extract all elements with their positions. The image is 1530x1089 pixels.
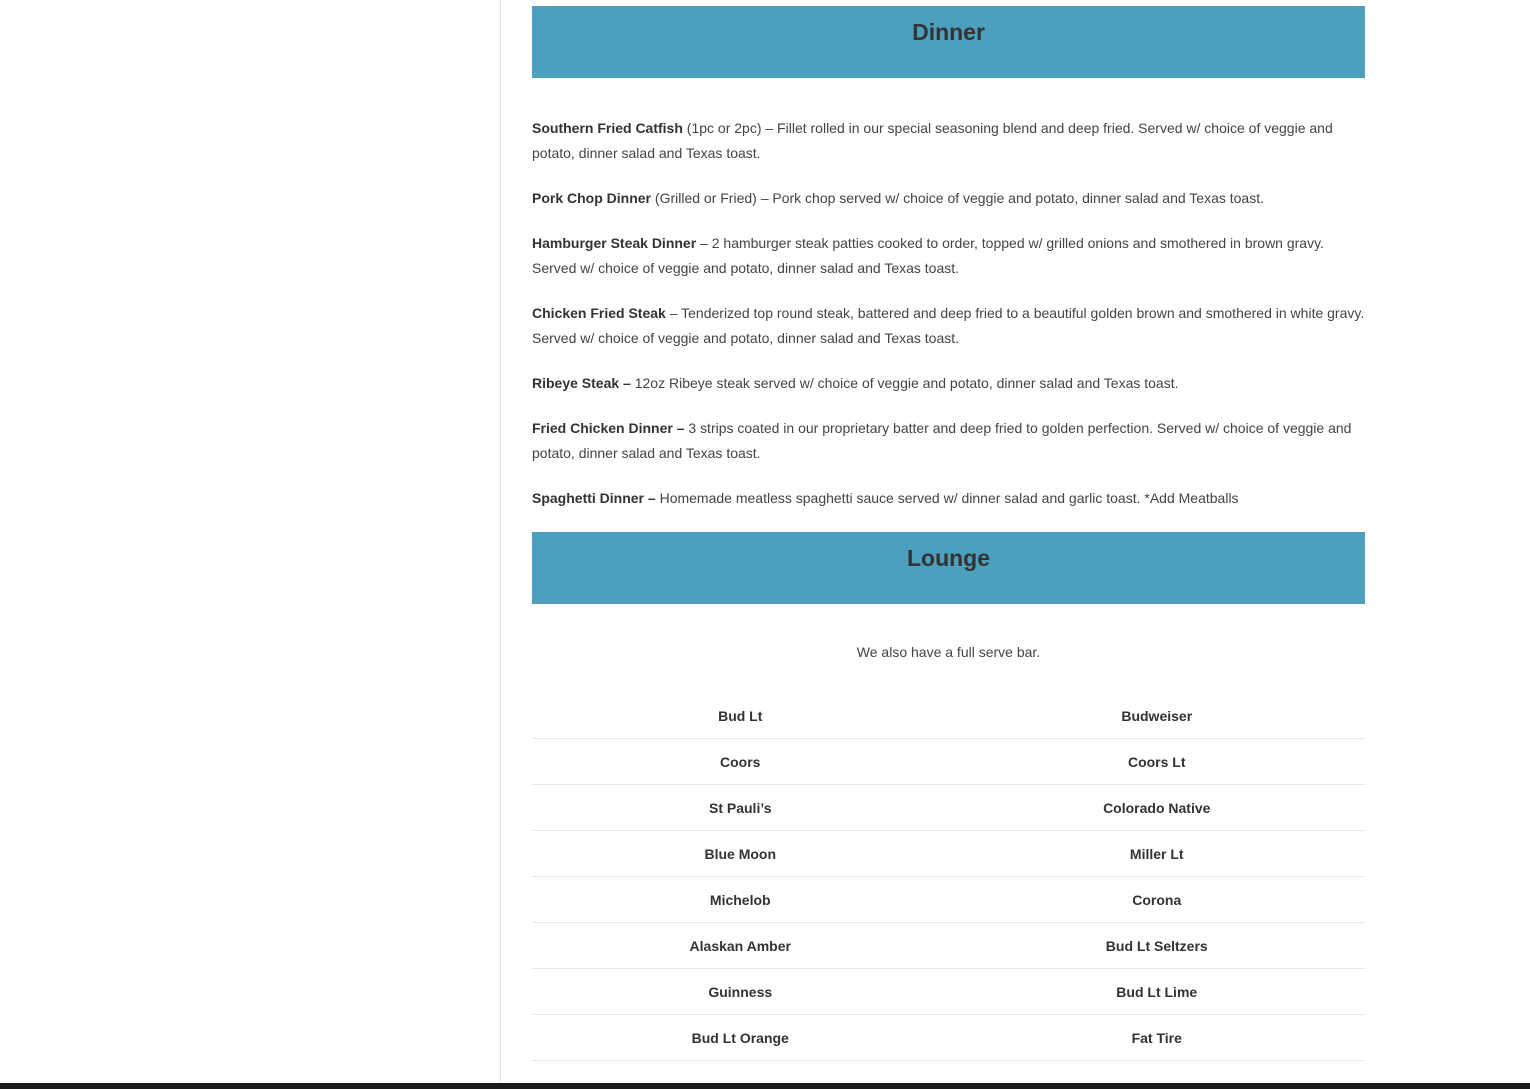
beer-cell: Bud Lt Orange bbox=[532, 1015, 949, 1061]
beer-cell: Coors Lt bbox=[949, 739, 1366, 785]
table-row bbox=[532, 923, 1365, 969]
menu-item bbox=[532, 116, 1365, 166]
footer-bar bbox=[0, 1083, 1530, 1089]
table-row bbox=[532, 739, 1365, 785]
table-row bbox=[532, 785, 1365, 831]
beer-cell: Budweiser bbox=[949, 693, 1366, 739]
menu-item-name: Southern Fried Catfish bbox=[532, 120, 683, 136]
beer-cell: Corona bbox=[949, 877, 1366, 923]
beer-cell: Colorado Native bbox=[949, 785, 1366, 831]
menu-item-desc: 12oz Ribeye steak served w/ choice of veggie and potato, dinner salad and Texas toast. bbox=[630, 375, 1179, 391]
beer-cell: Blue Moon bbox=[532, 831, 949, 877]
dinner-section-header bbox=[532, 6, 1365, 78]
beer-cell: Coors bbox=[532, 739, 949, 785]
menu-item-name: Chicken Fried Steak bbox=[532, 305, 666, 321]
menu-item bbox=[532, 371, 1365, 396]
menu-item-desc: 3 strips coated in our proprietary batter and deep fried to golden perfection. Served w/ choice of veggie and potato, dinner salad and Texas toast. bbox=[532, 420, 1352, 461]
lounge-section-header bbox=[532, 532, 1365, 604]
menu-item-name: Hamburger Steak Dinner bbox=[532, 235, 697, 251]
beer-cell: Bud Lt Seltzers bbox=[949, 923, 1366, 969]
table-row bbox=[532, 1015, 1365, 1061]
table-row bbox=[532, 877, 1365, 923]
menu-item-name: Spaghetti Dinner – bbox=[532, 490, 656, 506]
beer-cell: Miller Lt bbox=[949, 831, 1366, 877]
beer-cell: Bud Lt Lime bbox=[949, 969, 1366, 1015]
lounge-note: We also have a full serve bar. bbox=[856, 644, 1041, 660]
table-row bbox=[532, 693, 1365, 739]
menu-item-desc: (1pc or 2pc) – Fillet rolled in our special seasoning blend and deep fried. Served w/ choice of veggie and potato, dinner salad and Texas toast. bbox=[532, 120, 1333, 161]
dinner-menu-list bbox=[532, 78, 1365, 511]
table-row bbox=[532, 969, 1365, 1015]
menu-item bbox=[532, 301, 1365, 351]
menu-item bbox=[532, 231, 1365, 281]
beer-cell: Fat Tire bbox=[949, 1015, 1366, 1061]
beer-cell: St Pauli’s bbox=[532, 785, 949, 831]
dinner-title: Dinner bbox=[912, 19, 985, 45]
menu-item-desc: – Tenderized top round steak, battered and deep fried to a beautiful golden brown and smothered in white gravy. Served w/ choice of veggie and potato, dinner salad and Texas toast. bbox=[532, 305, 1365, 346]
menu-item-name: Fried Chicken Dinner – bbox=[532, 420, 685, 436]
menu-item bbox=[532, 486, 1365, 511]
menu-item-name: Pork Chop Dinner bbox=[532, 190, 652, 206]
table-row bbox=[532, 831, 1365, 877]
beer-table bbox=[532, 693, 1365, 1061]
beer-cell: Michelob bbox=[532, 877, 949, 923]
main-content bbox=[532, 6, 1365, 1061]
beer-cell: Guinness bbox=[532, 969, 949, 1015]
menu-item-desc: Homemade meatless spaghetti sauce served w/ dinner salad and garlic toast. *Add Meatballs bbox=[655, 490, 1239, 506]
menu-item-desc: (Grilled or Fried) – Pork chop served w/ choice of veggie and potato, dinner salad and Texas toast. bbox=[651, 190, 1264, 206]
menu-item bbox=[532, 416, 1365, 466]
beer-cell: Alaskan Amber bbox=[532, 923, 949, 969]
lounge-title: Lounge bbox=[906, 545, 991, 571]
beer-cell: Bud Lt bbox=[532, 693, 949, 739]
menu-item bbox=[532, 186, 1365, 211]
sidebar-divider bbox=[500, 0, 501, 1083]
menu-item-name: Ribeye Steak – bbox=[532, 375, 631, 391]
menu-item-desc: – 2 hamburger steak patties cooked to order, topped w/ grilled onions and smothered in brown gravy. Served w/ choice of veggie and potato, dinner salad and Texas toast. bbox=[532, 235, 1324, 276]
